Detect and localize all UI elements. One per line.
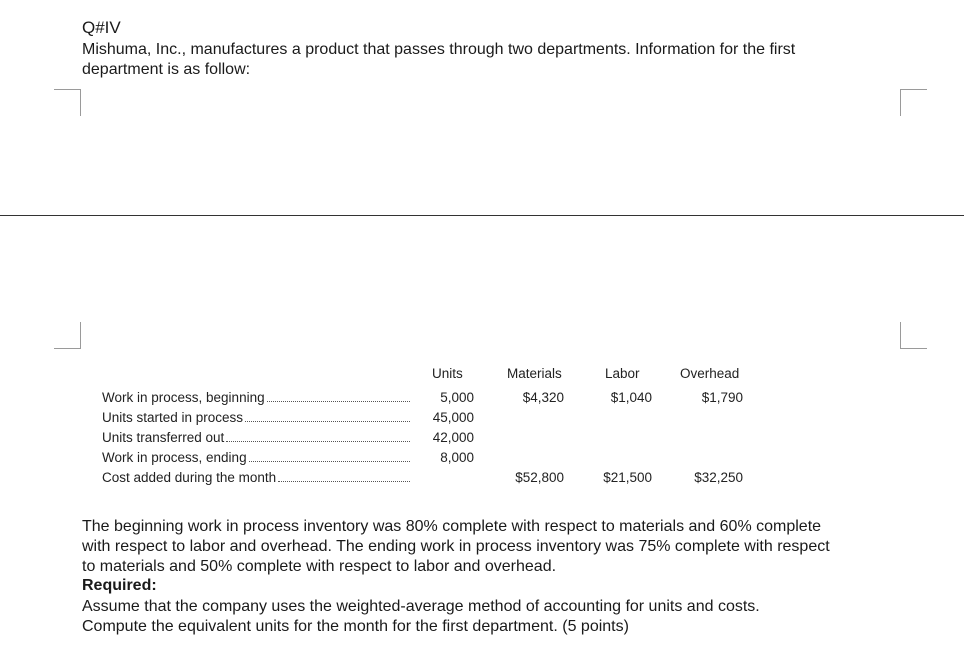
row-label: Work in process, beginning: [102, 390, 265, 405]
row-labor: $21,500: [603, 470, 652, 485]
header-labor: Labor: [605, 366, 640, 381]
row-units: 8,000: [440, 450, 474, 465]
paragraph-line: The beginning work in process inventory was 80% complete with respect to materials and 60% complete: [82, 518, 822, 535]
row-label: Cost added during the month: [102, 470, 277, 485]
page-divider: [0, 215, 964, 216]
leader-dots: [278, 470, 410, 482]
intro-text: [82, 40, 902, 80]
paragraph-line: with respect to labor and overhead. The ending work in process inventory was 75% complete with respect: [82, 538, 830, 555]
required-line: Assume that the company uses the weighted-average method of accounting for units and costs.: [82, 598, 760, 615]
leader-dots: [267, 390, 410, 402]
row-label: Work in process, ending: [102, 450, 247, 465]
required-heading: Required:: [82, 577, 157, 594]
required-line: Compute the equivalent units for the month for the first department. (5 points): [82, 618, 629, 635]
row-labor: $1,040: [610, 390, 652, 405]
row-materials: $4,320: [522, 390, 564, 405]
row-units: 45,000: [432, 410, 474, 425]
row-overhead: $1,790: [701, 390, 743, 405]
header-overhead: Overhead: [680, 366, 740, 381]
table-row: [102, 390, 410, 408]
header-materials: Materials: [507, 366, 562, 381]
leader-dots: [249, 450, 410, 462]
leader-dots: [245, 410, 410, 422]
question-number: Q#IV: [82, 18, 121, 37]
leader-dots: [226, 430, 410, 442]
paragraph-line: to materials and 50% complete with respect to labor and overhead.: [82, 558, 557, 575]
row-units: 5,000: [440, 390, 474, 405]
table-row: [102, 430, 410, 448]
row-label: Units transferred out: [102, 430, 225, 445]
completion-paragraph: [82, 517, 902, 577]
table-row: [102, 470, 410, 488]
intro-line: Mishuma, Inc., manufactures a product that passes through two departments. Information for the first: [82, 41, 796, 58]
row-label: Units started in process: [102, 410, 244, 425]
table-row: [102, 410, 410, 428]
header-units: Units: [432, 366, 463, 381]
row-materials: $52,800: [515, 470, 564, 485]
crop-mark-bottom-right: [900, 322, 927, 349]
required-text: [82, 597, 902, 637]
crop-mark-bottom-left: [54, 322, 81, 349]
table-row: [102, 450, 410, 468]
row-units: 42,000: [432, 430, 474, 445]
crop-mark-top-left: [54, 89, 81, 116]
crop-mark-top-right: [900, 89, 927, 116]
row-overhead: $32,250: [694, 470, 743, 485]
intro-line: department is as follow:: [82, 61, 251, 78]
